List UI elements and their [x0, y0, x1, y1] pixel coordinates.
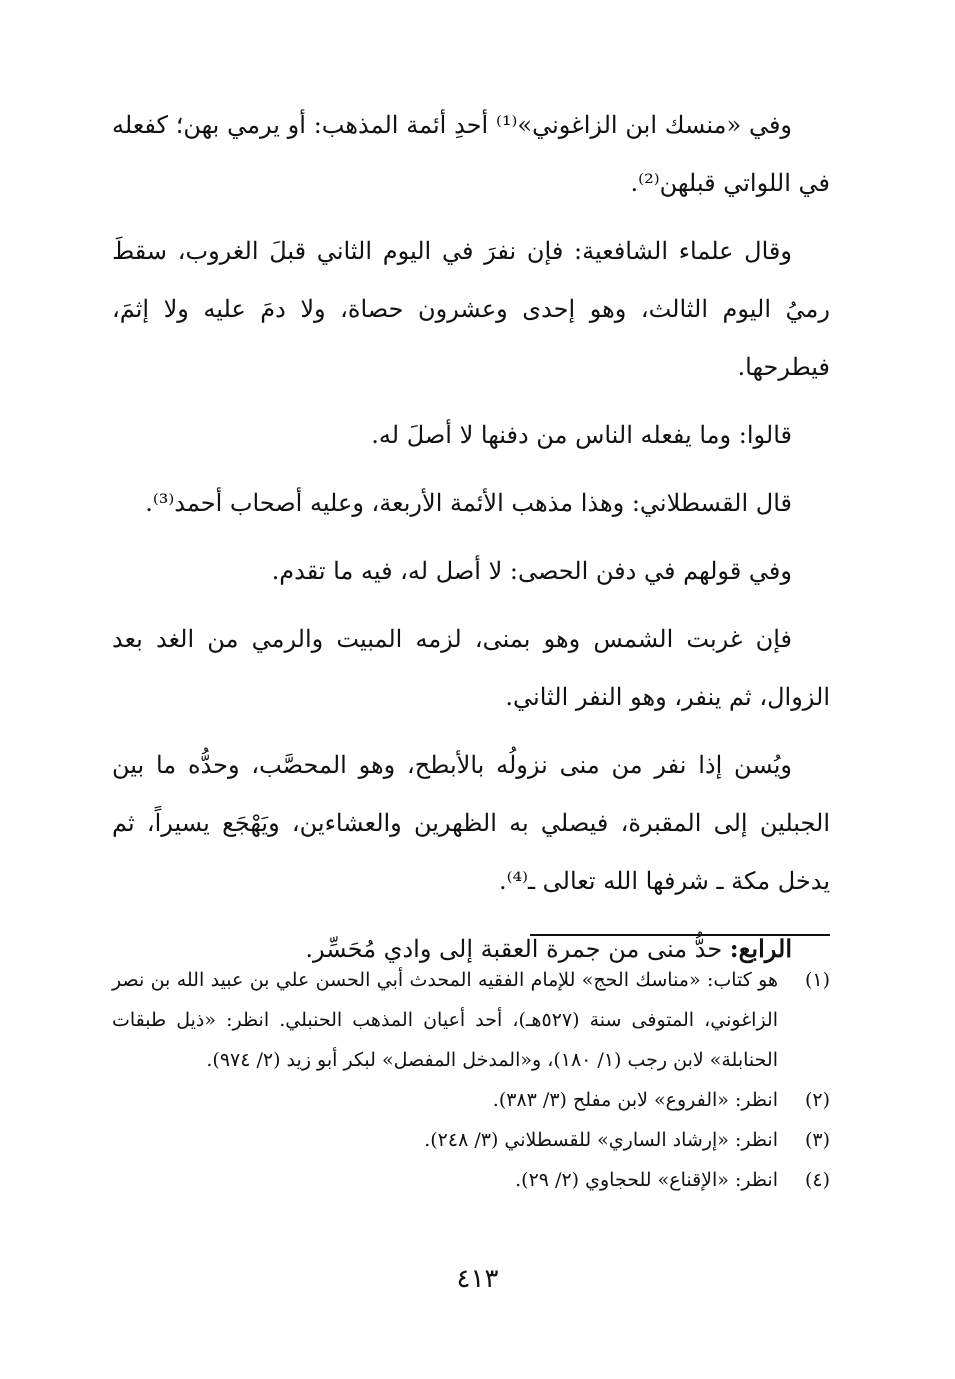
footnote-item — [112, 1080, 830, 1120]
paragraph-3: قالوا: وما يفعله الناس من دفنها لا أصلَ له. — [371, 421, 792, 449]
paragraph-5: وفي قولهم في دفن الحصى: لا أصل له، فيه ما تقدم. — [271, 557, 792, 585]
paragraph-7: ويُسن إذا نفر من منى نزولُه بالأبطح، وهو المحصَّب، وحدُّه ما بين الجبلين إلى المقبرة، فيصلي به الظهرين والعشاءين، ويَهْجَع يسيراً، ثم يدخل مكة ـ شرفها الله تعالى ـ⁽⁴⁾. — [112, 751, 830, 895]
main-text — [112, 96, 830, 984]
footnotes — [112, 960, 830, 1200]
footnote-number: (١) — [804, 969, 830, 991]
footnote-item — [112, 960, 830, 1080]
footnote-item — [112, 1120, 830, 1160]
footnote-divider — [530, 934, 830, 936]
footnote-number: (٢) — [804, 1089, 830, 1111]
section-text: حدُّ منى من جمرة العقبة إلى وادي مُحَسِّر. — [305, 935, 730, 963]
footnote-text: انظر: «الفروع» لابن مفلح (٣/ ٣٨٣). — [492, 1089, 778, 1111]
footnote-number: (٣) — [804, 1129, 830, 1151]
paragraph-4: قال القسطلاني: وهذا مذهب الأئمة الأربعة، وعليه أصحاب أحمد⁽³⁾. — [145, 489, 792, 517]
footnote-text: انظر: «الإقناع» للحجاوي (٢/ ٢٩). — [515, 1169, 778, 1191]
paragraph-2: وقال علماء الشافعية: فإن نفرَ في اليوم الثاني قبلَ الغروب، سقطَ رميُ اليوم الثالث، وهو إحدى وعشرون حصاة، ولا دمَ عليه ولا إثمَ، فيطرحها. — [112, 237, 830, 381]
footnote-item — [112, 1160, 830, 1200]
footnote-number: (٤) — [804, 1169, 830, 1191]
section-term: الرابع: — [729, 934, 792, 963]
paragraph-1: وفي «منسك ابن الزاغوني»⁽¹⁾ أحدِ أئمة المذهب: أو يرمي بهن؛ كفعله في اللواتي قبلهن⁽²⁾. — [112, 111, 830, 197]
footnote-text: هو كتاب: «مناسك الحج» للإمام الفقيه المحدث أبي الحسن علي بن عبيد الله بن نصر الزاغوني، المتوفى سنة (٥٢٧هـ)، أحد أعيان المذهب الحنبلي. انظر: «ذيل طبقات الحنابلة» لابن رجب (١/ ١٨٠)، و«المدخل المفصل» لبكر أبو زيد (٢/ ٩٧٤). — [112, 969, 778, 1071]
footnote-text: انظر: «إرشاد الساري» للقسطلاني (٣/ ٢٤٨). — [424, 1129, 778, 1151]
paragraph-6: فإن غربت الشمس وهو بمنى، لزمه المبيت والرمي من الغد بعد الزوال، ثم ينفر، وهو النفر الثاني. — [112, 625, 830, 711]
page-number: ٤١٣ — [456, 1264, 499, 1294]
